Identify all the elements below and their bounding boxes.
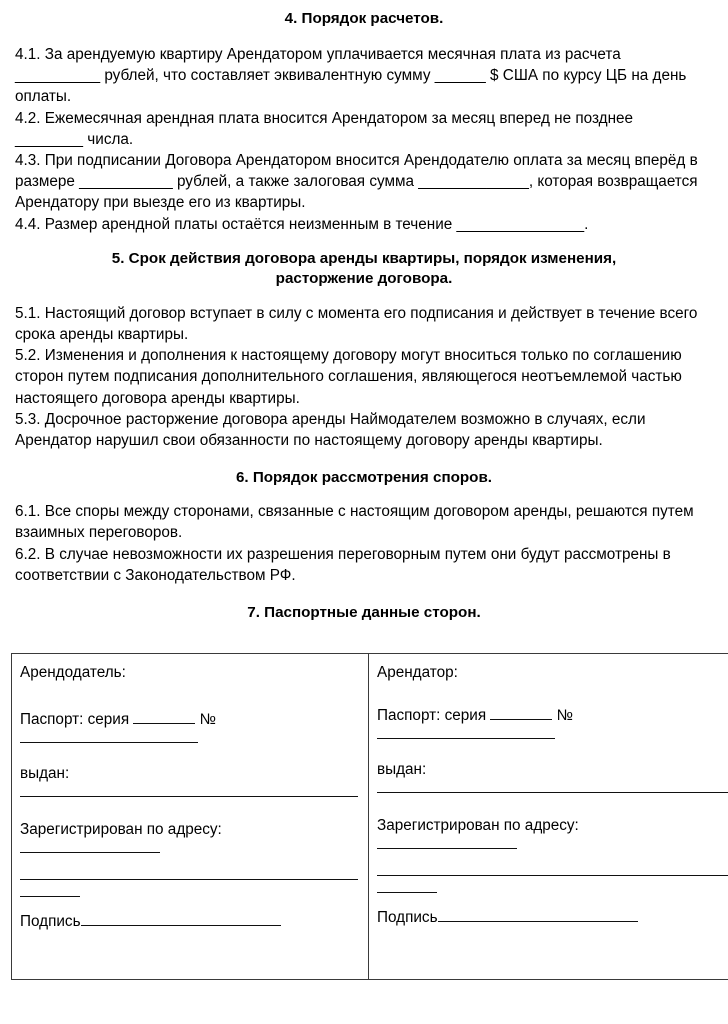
landlord-registered-label: Зарегистрирован по адресу: <box>20 821 222 838</box>
spacer <box>377 793 728 815</box>
section-5-body <box>0 303 728 451</box>
spacer <box>377 893 728 907</box>
tenant-cell <box>369 654 728 980</box>
landlord-cell <box>12 654 369 980</box>
clause-4-1: 4.1. За арендуемую квартиру Арендатором уплачивается месячная плата из расчета __________ рублей, что составляет эквивалентную сумму ______ $ США по курсу ЦБ на день оплаты. <box>15 46 687 106</box>
tenant-passport-label: Паспорт: серия <box>377 707 487 724</box>
spacer <box>20 853 358 879</box>
clause-6-2: 6.2. В случае невозможности их разрешения переговорным путем они будут рассмотрены в соответствии с Законодательством РФ. <box>15 545 671 584</box>
tenant-title: Арендатор: <box>377 664 458 681</box>
spacer <box>20 840 358 852</box>
spacer <box>377 780 728 792</box>
spacer <box>377 683 728 705</box>
spacer <box>377 726 728 738</box>
section-6-heading: 6. Порядок рассмотрения споров. <box>235 469 493 487</box>
landlord-signature-row <box>20 911 358 932</box>
landlord-passport-label: Паспорт: серия <box>20 711 130 728</box>
tenant-passport-series-blank[interactable] <box>490 708 552 720</box>
tenant-passport-row <box>377 705 728 726</box>
section-5-heading <box>0 235 728 289</box>
tenant-issued-label: выдан: <box>377 761 427 778</box>
passport-data-table <box>11 653 728 980</box>
tenant-passport-number-symbol: № <box>556 707 574 724</box>
clause-5-1: 5.1. Настоящий договор вступает в силу с момента его подписания и действует в течение всего срока аренды квартиры. <box>15 304 698 344</box>
spacer <box>20 730 358 742</box>
landlord-passport-series-blank[interactable] <box>133 712 195 724</box>
tenant-signature-row <box>377 907 728 928</box>
landlord-passport-row <box>20 709 358 730</box>
landlord-issued-label: выдан: <box>20 765 70 782</box>
landlord-signature-blank[interactable] <box>81 914 281 926</box>
table-row <box>12 654 728 980</box>
spacer <box>377 849 728 875</box>
passport-data-table-wrapper <box>11 653 703 980</box>
spacer <box>20 897 358 911</box>
section-5-heading-line-2: расторжение договора. <box>275 269 453 287</box>
landlord-signature-label: Подпись <box>20 913 81 930</box>
spacer <box>20 743 358 763</box>
clause-6-1: 6.1. Все споры между сторонами, связанные с настоящим договором аренды, решаются путем взаимных переговоров. <box>15 503 694 542</box>
spacer <box>20 683 358 709</box>
clause-5-2: 5.2. Изменения и дополнения к настоящему договору могут вноситься только по соглашению сторон путем подписания дополнительного соглашения, являющегося неотъемлемой частью настоящего договора аренды квартиры. <box>15 347 682 407</box>
section-4-body <box>0 44 728 235</box>
landlord-title: Арендодатель: <box>20 664 126 681</box>
spacer <box>377 876 728 892</box>
clause-5-3: 5.3. Досрочное расторжение договора аренды Наймодателем возможно в случаях, если Арендатор нарушил свои обязанности по настоящему договору аренды квартиры. <box>15 410 646 450</box>
clause-4-3: 4.3. При подписании Договора Арендатором вносится Арендодателю оплата за месяц вперёд в размере ___________ рублей, а также залоговая сумма _____________, которая возвращается Арендатору при выезде его из квартиры. <box>15 152 698 212</box>
tenant-signature-blank[interactable] <box>438 910 638 922</box>
spacer <box>377 836 728 848</box>
tenant-registered-label: Зарегистрирован по адресу: <box>377 817 579 834</box>
clause-4-2: 4.2. Ежемесячная арендная плата вносится Арендатором за месяц вперед не позднее ________ числа. <box>15 109 634 148</box>
spacer <box>20 880 358 896</box>
section-6-body <box>0 501 728 586</box>
landlord-passport-number-symbol: № <box>199 711 217 728</box>
spacer <box>377 739 728 759</box>
section-4-heading: 4. Порядок расчетов. <box>284 10 444 27</box>
section-5-heading-line-1: 5. Срок действия договора аренды квартиры, порядок изменения, <box>111 249 617 267</box>
tenant-signature-label: Подпись <box>377 909 438 926</box>
clause-4-4: 4.4. Размер арендной платы остаётся неизменным в течение _______________. <box>15 215 589 233</box>
spacer <box>20 797 358 819</box>
spacer <box>20 784 358 796</box>
section-7-heading: 7. Паспортные данные сторон. <box>247 604 481 622</box>
